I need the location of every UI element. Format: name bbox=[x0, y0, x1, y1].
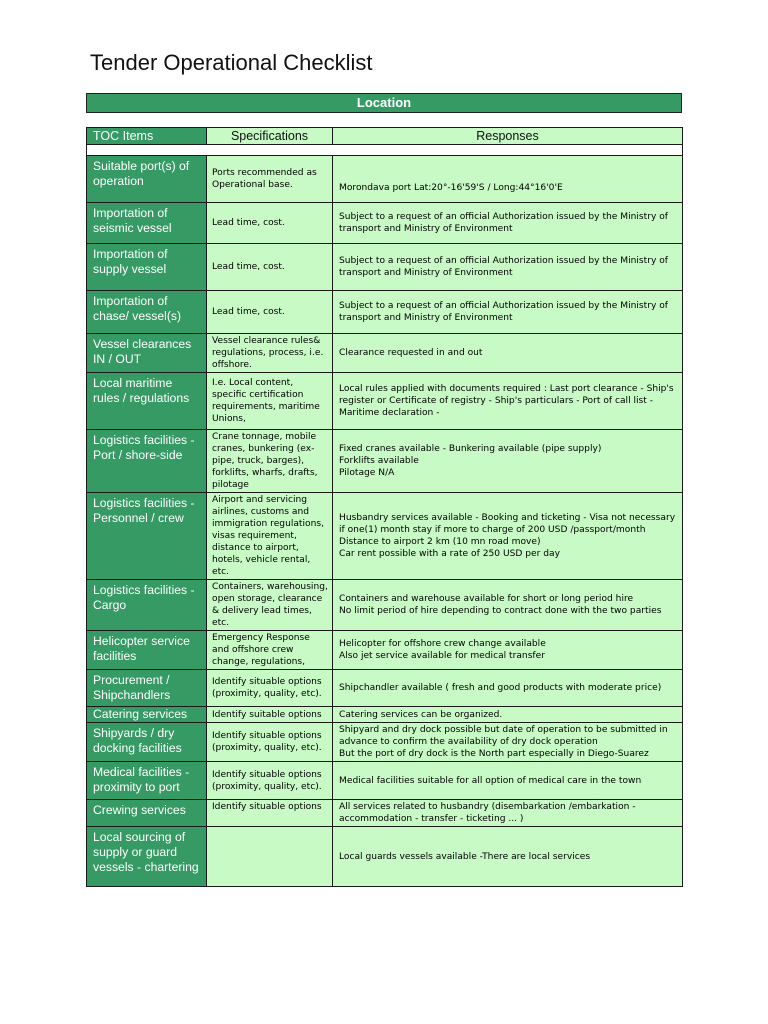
specification-cell: Airport and servicing airlines, customs and immigration regulations, visas requirement, distance to airport, hotels, vehicle rental, etc. bbox=[207, 493, 333, 580]
table-row bbox=[87, 762, 683, 800]
response-cell: Local rules applied with documents required : Last port clearance - Ship's register or Certificate of registry - Ship's particulars - Port of call list - Maritime declaration - bbox=[333, 373, 683, 430]
toc-item: Logistics facilities - Personnel / crew bbox=[87, 493, 207, 580]
toc-item: Vessel clearances IN / OUT bbox=[87, 334, 207, 373]
table-row bbox=[87, 580, 683, 631]
table-row bbox=[87, 800, 683, 827]
specification-cell: Lead time, cost. bbox=[207, 203, 333, 244]
header-toc-items: TOC Items bbox=[87, 128, 207, 145]
table-row bbox=[87, 291, 683, 334]
response-cell: Shipchandler available ( fresh and good products with moderate price) bbox=[333, 670, 683, 707]
table-row bbox=[87, 827, 683, 887]
toc-item: Catering services bbox=[87, 707, 207, 723]
header-specifications: Specifications bbox=[207, 128, 333, 145]
specification-cell: Identify situable options (proximity, quality, etc). bbox=[207, 670, 333, 707]
checklist-table bbox=[86, 127, 683, 887]
toc-item: Importation of chase/ vessel(s) bbox=[87, 291, 207, 334]
header-row bbox=[87, 128, 683, 145]
response-cell: Local guards vessels available -There are local services bbox=[333, 827, 683, 887]
spacer-row bbox=[87, 145, 683, 156]
specification-cell: I.e. Local content, specific certification requirements, maritime Unions, bbox=[207, 373, 333, 430]
specification-cell: Containers, warehousing, open storage, clearance & delivery lead times, etc. bbox=[207, 580, 333, 631]
specification-cell: Identify situable options (proximity, quality, etc). bbox=[207, 762, 333, 800]
table-row bbox=[87, 373, 683, 430]
response-cell: Clearance requested in and out bbox=[333, 334, 683, 373]
toc-item: Suitable port(s) of operation bbox=[87, 156, 207, 203]
table-row bbox=[87, 723, 683, 762]
table-row bbox=[87, 334, 683, 373]
toc-item: Logistics facilities - Port / shore-side bbox=[87, 430, 207, 493]
toc-item: Shipyards / dry docking facilities bbox=[87, 723, 207, 762]
response-cell: Containers and warehouse available for short or long period hire No limit period of hire depending to contract done with the two parties bbox=[333, 580, 683, 631]
toc-item: Procurement / Shipchandlers bbox=[87, 670, 207, 707]
table-row bbox=[87, 203, 683, 244]
specification-cell: Ports recommended as Operational base. bbox=[207, 156, 333, 203]
table-row bbox=[87, 430, 683, 493]
specification-cell: Emergency Response and offshore crew change, regulations, bbox=[207, 631, 333, 670]
response-cell: Subject to a request of an official Authorization issued by the Ministry of transport and Ministry of Environment bbox=[333, 244, 683, 291]
response-cell: Husbandry services available - Booking and ticketing - Visa not necessary if one(1) month stay if more to charge of 200 USD /passport/month Distance to airport 2 km (10 mn road move) Car rent possible with a rate of 250 USD per day bbox=[333, 493, 683, 580]
table-row bbox=[87, 493, 683, 580]
toc-item: Crewing services bbox=[87, 800, 207, 827]
specification-cell: Identify suitable options bbox=[207, 707, 333, 723]
specification-cell: Crane tonnage, mobile cranes, bunkering (ex-pipe, truck, barges), forklifts, wharfs, drafts, pilotage bbox=[207, 430, 333, 493]
table-row bbox=[87, 670, 683, 707]
specification-cell: Lead time, cost. bbox=[207, 244, 333, 291]
specification-cell: Lead time, cost. bbox=[207, 291, 333, 334]
section-header-location: Location bbox=[86, 93, 682, 113]
response-cell: Catering services can be organized. bbox=[333, 707, 683, 723]
specification-cell: Identify situable options (proximity, quality, etc). bbox=[207, 723, 333, 762]
toc-item: Medical facilities - proximity to port bbox=[87, 762, 207, 800]
specification-cell: Identify situable options bbox=[207, 800, 333, 827]
toc-item: Local sourcing of supply or guard vessels - chartering bbox=[87, 827, 207, 887]
response-cell: Subject to a request of an official Authorization issued by the Ministry of transport and Ministry of Environment bbox=[333, 291, 683, 334]
toc-item: Importation of seismic vessel bbox=[87, 203, 207, 244]
specification-cell bbox=[207, 827, 333, 887]
table-row bbox=[87, 156, 683, 203]
toc-item: Importation of supply vessel bbox=[87, 244, 207, 291]
response-cell: Shipyard and dry dock possible but date of operation to be submitted in advance to confirm the availability of dry dock operation But the port of dry dock is the North part especially in Diego-Suarez bbox=[333, 723, 683, 762]
response-cell: All services related to husbandry (disembarkation /embarkation - accommodation - transfer - ticketing ... ) bbox=[333, 800, 683, 827]
toc-item: Local maritime rules / regulations bbox=[87, 373, 207, 430]
response-cell: Subject to a request of an official Authorization issued by the Ministry of transport and Ministry of Environment bbox=[333, 203, 683, 244]
specification-cell: Vessel clearance rules& regulations, process, i.e. offshore. bbox=[207, 334, 333, 373]
toc-item: Logistics facilities - Cargo bbox=[87, 580, 207, 631]
table-row bbox=[87, 244, 683, 291]
table-row bbox=[87, 631, 683, 670]
response-cell: Fixed cranes available - Bunkering available (pipe supply) Forklifts available Pilotage N/A bbox=[333, 430, 683, 493]
response-cell: Helicopter for offshore crew change available Also jet service available for medical transfer bbox=[333, 631, 683, 670]
header-responses: Responses bbox=[333, 128, 683, 145]
response-cell: Medical facilities suitable for all option of medical care in the town bbox=[333, 762, 683, 800]
document-title: Tender Operational Checklist bbox=[90, 50, 373, 75]
response-cell: Morondava port Lat:20°-16'59'S / Long:44°16'0'E bbox=[333, 156, 683, 203]
table-row bbox=[87, 707, 683, 723]
toc-item: Helicopter service facilities bbox=[87, 631, 207, 670]
